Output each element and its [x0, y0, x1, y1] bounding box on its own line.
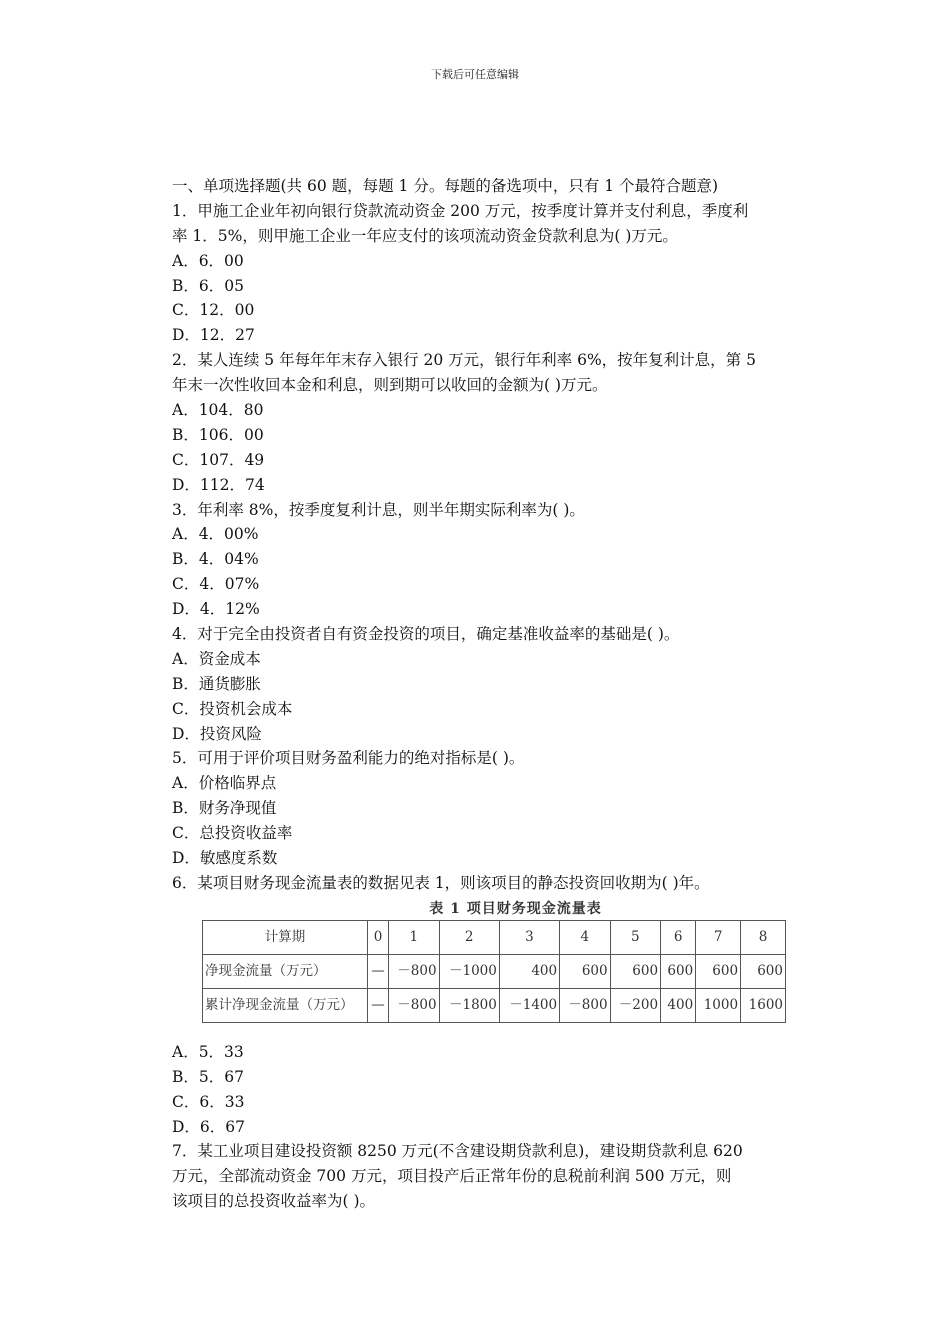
period-header: 3: [499, 920, 559, 954]
table-cell: －1400: [499, 988, 559, 1022]
table-cell: 600: [560, 954, 610, 988]
question-7: [172, 1139, 787, 1214]
table-cell: －800: [389, 954, 439, 988]
question-stem-line: 万元，全部流动资金 700 万元，项目投产后正常年份的息税前利润 500 万元，则: [172, 1167, 732, 1186]
option-c: C．4．07%: [172, 575, 260, 594]
question-stem-line: 3．年利率 8%，按季度复利计息，则半年期实际利率为( )。: [172, 500, 585, 519]
option-b: B．106．00: [172, 425, 264, 444]
option-c: C．6．33: [172, 1092, 245, 1111]
option-b: B．财务净现值: [172, 799, 277, 818]
question-stem-line: 1．甲施工企业年初向银行贷款流动资金 200 万元，按季度计算并支付利息，季度利: [172, 201, 749, 220]
table-header-row: [203, 920, 786, 954]
option-c: C．107．49: [172, 450, 265, 469]
question-1: [172, 199, 787, 348]
table-cell: －1800: [439, 988, 499, 1022]
table-caption: 表 1 项目财务现金流量表: [429, 900, 602, 917]
option-a: A．5．33: [172, 1042, 244, 1061]
option-b: B．5．67: [172, 1067, 244, 1086]
option-a: A．104．80: [172, 401, 264, 420]
option-c: C．12．00: [172, 301, 255, 320]
table-cell: 600: [610, 954, 660, 988]
table-header-label: 计算期: [203, 920, 368, 954]
question-stem-line: 率 1．5%，则甲施工企业一年应支付的该项流动资金贷款利息为( )万元。: [172, 226, 678, 245]
table-row: [203, 988, 786, 1022]
cash-flow-table: [202, 920, 786, 1023]
section-title: 一、单项选择题(共 60 题，每题 1 分。每题的备选项中，只有 1 个最符合题意): [172, 177, 719, 195]
question-3: [172, 498, 787, 622]
option-d: D．12．27: [172, 326, 255, 345]
table-row: [203, 954, 786, 988]
row-label: 净现金流量（万元）: [203, 954, 368, 988]
period-header: 2: [439, 920, 499, 954]
period-header: 5: [610, 920, 660, 954]
question-stem-line: 年末一次性收回本金和利息，则到期可以收回的金额为( )万元。: [172, 376, 608, 395]
question-stem-line: 7．某工业项目建设投资额 8250 万元(不含建设期贷款利息)，建设期贷款利息 620: [172, 1142, 743, 1161]
period-header: 4: [560, 920, 610, 954]
option-d: D．112．74: [172, 475, 265, 494]
option-a: A．4．00%: [172, 525, 259, 544]
table-cell: —: [368, 988, 389, 1022]
period-header: 6: [661, 920, 696, 954]
option-b: B．6．05: [172, 276, 244, 295]
table-cell: －1000: [439, 954, 499, 988]
table-cell: －200: [610, 988, 660, 1022]
option-a: A．6．00: [172, 251, 244, 270]
question-2: [172, 348, 787, 497]
option-b: B．通货膨胀: [172, 674, 261, 693]
question-stem-line: 4．对于完全由投资者自有资金投资的项目，确定基准收益率的基础是( )。: [172, 625, 680, 644]
period-header: 0: [368, 920, 389, 954]
question-6: [172, 871, 787, 1139]
period-header: 8: [741, 920, 786, 954]
option-b: B．4．04%: [172, 550, 259, 569]
period-header: 1: [389, 920, 439, 954]
question-stem-line: 该项目的总投资收益率为( )。: [172, 1192, 376, 1211]
document-body: [172, 174, 787, 1214]
table-cell: 600: [661, 954, 696, 988]
table-cell: 400: [661, 988, 696, 1022]
option-d: D．6．67: [172, 1117, 246, 1136]
option-d: D．投资风险: [172, 724, 262, 743]
option-d: D．4．12%: [172, 600, 260, 619]
table-cell: —: [368, 954, 389, 988]
option-a: A．资金成本: [172, 649, 261, 668]
option-c: C．总投资收益率: [172, 824, 293, 843]
table-cell: －800: [560, 988, 610, 1022]
question-4: [172, 622, 787, 746]
question-stem-line: 5．可用于评价项目财务盈利能力的绝对指标是( )。: [172, 749, 525, 768]
table-cell: 600: [696, 954, 741, 988]
cash-flow-table-figure: [202, 900, 789, 1040]
question-stem-line: 6．某项目财务现金流量表的数据见表 1，则该项目的静态投资回收期为( )年。: [172, 873, 710, 892]
table-cell: 1000: [696, 988, 741, 1022]
period-header: 7: [696, 920, 741, 954]
page-header: 下载后可任意编辑: [431, 68, 519, 81]
table-cell: －800: [389, 988, 439, 1022]
row-label: 累计净现金流量（万元）: [203, 988, 368, 1022]
option-c: C．投资机会成本: [172, 699, 293, 718]
table-cell: 400: [499, 954, 559, 988]
option-a: A．价格临界点: [172, 774, 277, 793]
option-d: D．敏感度系数: [172, 849, 278, 868]
table-cell: 1600: [741, 988, 786, 1022]
question-stem-line: 2．某人连续 5 年每年年末存入银行 20 万元，银行年利率 6%，按年复利计息，第 5: [172, 351, 756, 370]
question-5: [172, 746, 787, 870]
table-cell: 600: [741, 954, 786, 988]
